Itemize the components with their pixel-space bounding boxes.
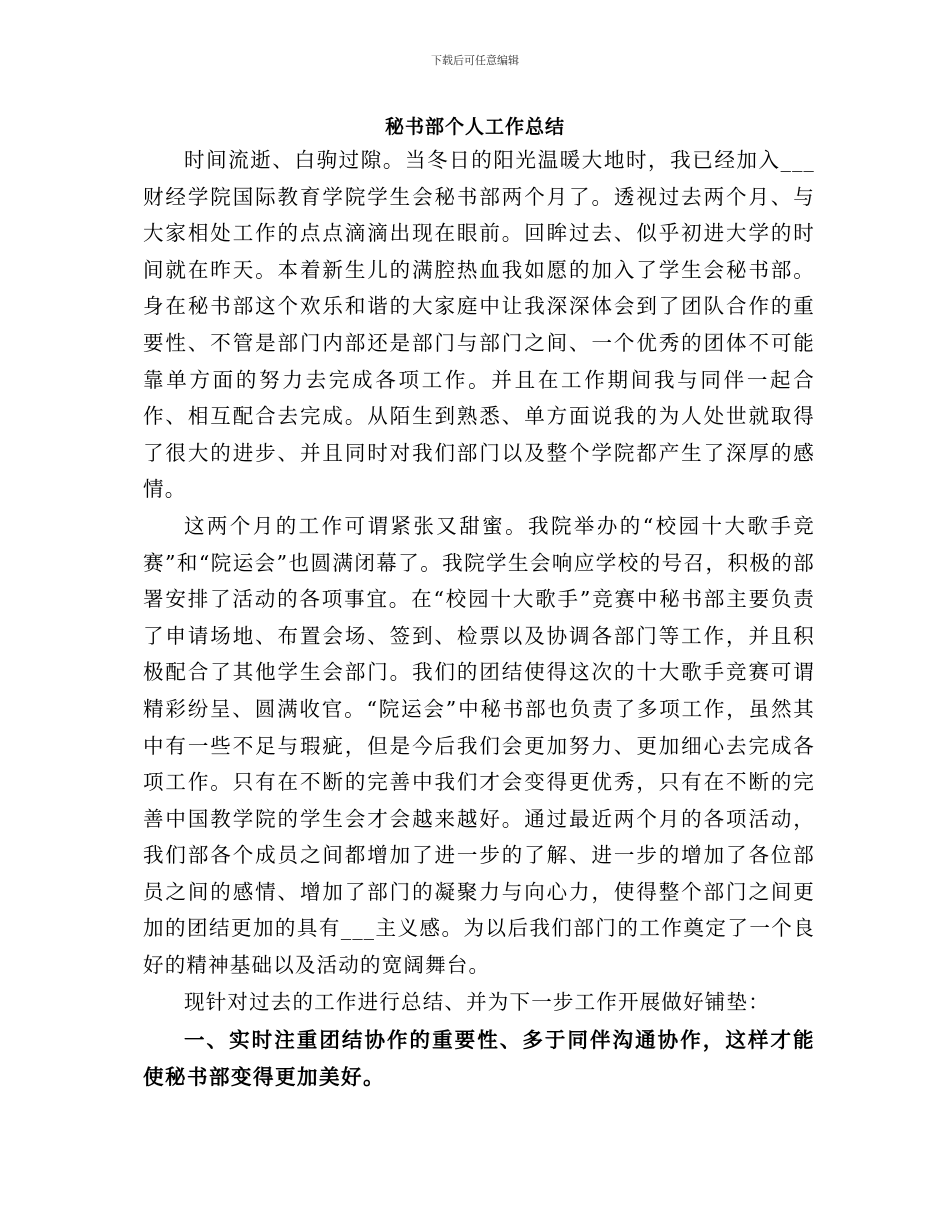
section-heading-1: 一、实时注重团结协作的重要性、多于同伴沟通协作，这样才能使秘书部变得更加美好。 xyxy=(143,1028,815,1089)
paragraph-summary-lead: 现针对过去的工作进行总结、并为下一步工作开展做好铺垫： xyxy=(184,989,770,1014)
paragraph-intro: 时间流逝、白驹过隙。当冬日的阳光温暖大地时，我已经加入___财经学院国际教育学院学生会秘书部两个月了。透视过去两个月、与大家相处工作的点点滴滴出现在眼前。回眸过去、似乎初进大学的时间就在昨天。本着新生儿的满腔热血我如愿的加入了学生会秘书部。身在秘书部这个欢乐和谐的大家庭中让我深深体会到了团队合作的重要性、不管是部门内部还是部门与部门之间、一个优秀的团体不可能靠单方面的努力去完成各项工作。并且在工作期间我与同伴一起合作、相互配合去完成。从陌生到熟悉、单方面说我的为人处世就取得了很大的进步、并且同时对我们部门以及整个学院都产生了深厚的感情。 xyxy=(143,148,815,502)
paragraph-work-review: 这两个月的工作可谓紧张又甜蜜。我院举办的“校园十大歌手竞赛”和“院运会”也圆满闭幕了。我院学生会响应学校的号召，积极的部署安排了活动的各项事宜。在“校园十大歌手”竞赛中秘书部主要负责了申请场地、布置会场、签到、检票以及协调各部门等工作，并且积极配合了其他学生会部门。我们的团结使得这次的十大歌手竞赛可谓精彩纷呈、圆满收官。“院运会”中秘书部也负责了多项工作，虽然其中有一些不足与瑕疵，但是今后我们会更加努力、更加细心去完成各项工作。只有在不断的完善中我们才会变得更优秀，只有在不断的完善中国教学院的学生会才会越来越好。通过最近两个月的各项活动，我们部各个成员之间都增加了进一步的了解、进一步的增加了各位部员之间的感情、增加了部门的凝聚力与向心力，使得整个部门之间更加的团结更加的具有___主义感。为以后我们部门的工作奠定了一个良好的精神基础以及活动的宽阔舞台。 xyxy=(143,513,815,978)
document-body xyxy=(143,142,815,1095)
document-title: 秘书部个人工作总结 xyxy=(384,116,565,138)
page-header-note: 下载后可任意编辑 xyxy=(431,54,519,67)
